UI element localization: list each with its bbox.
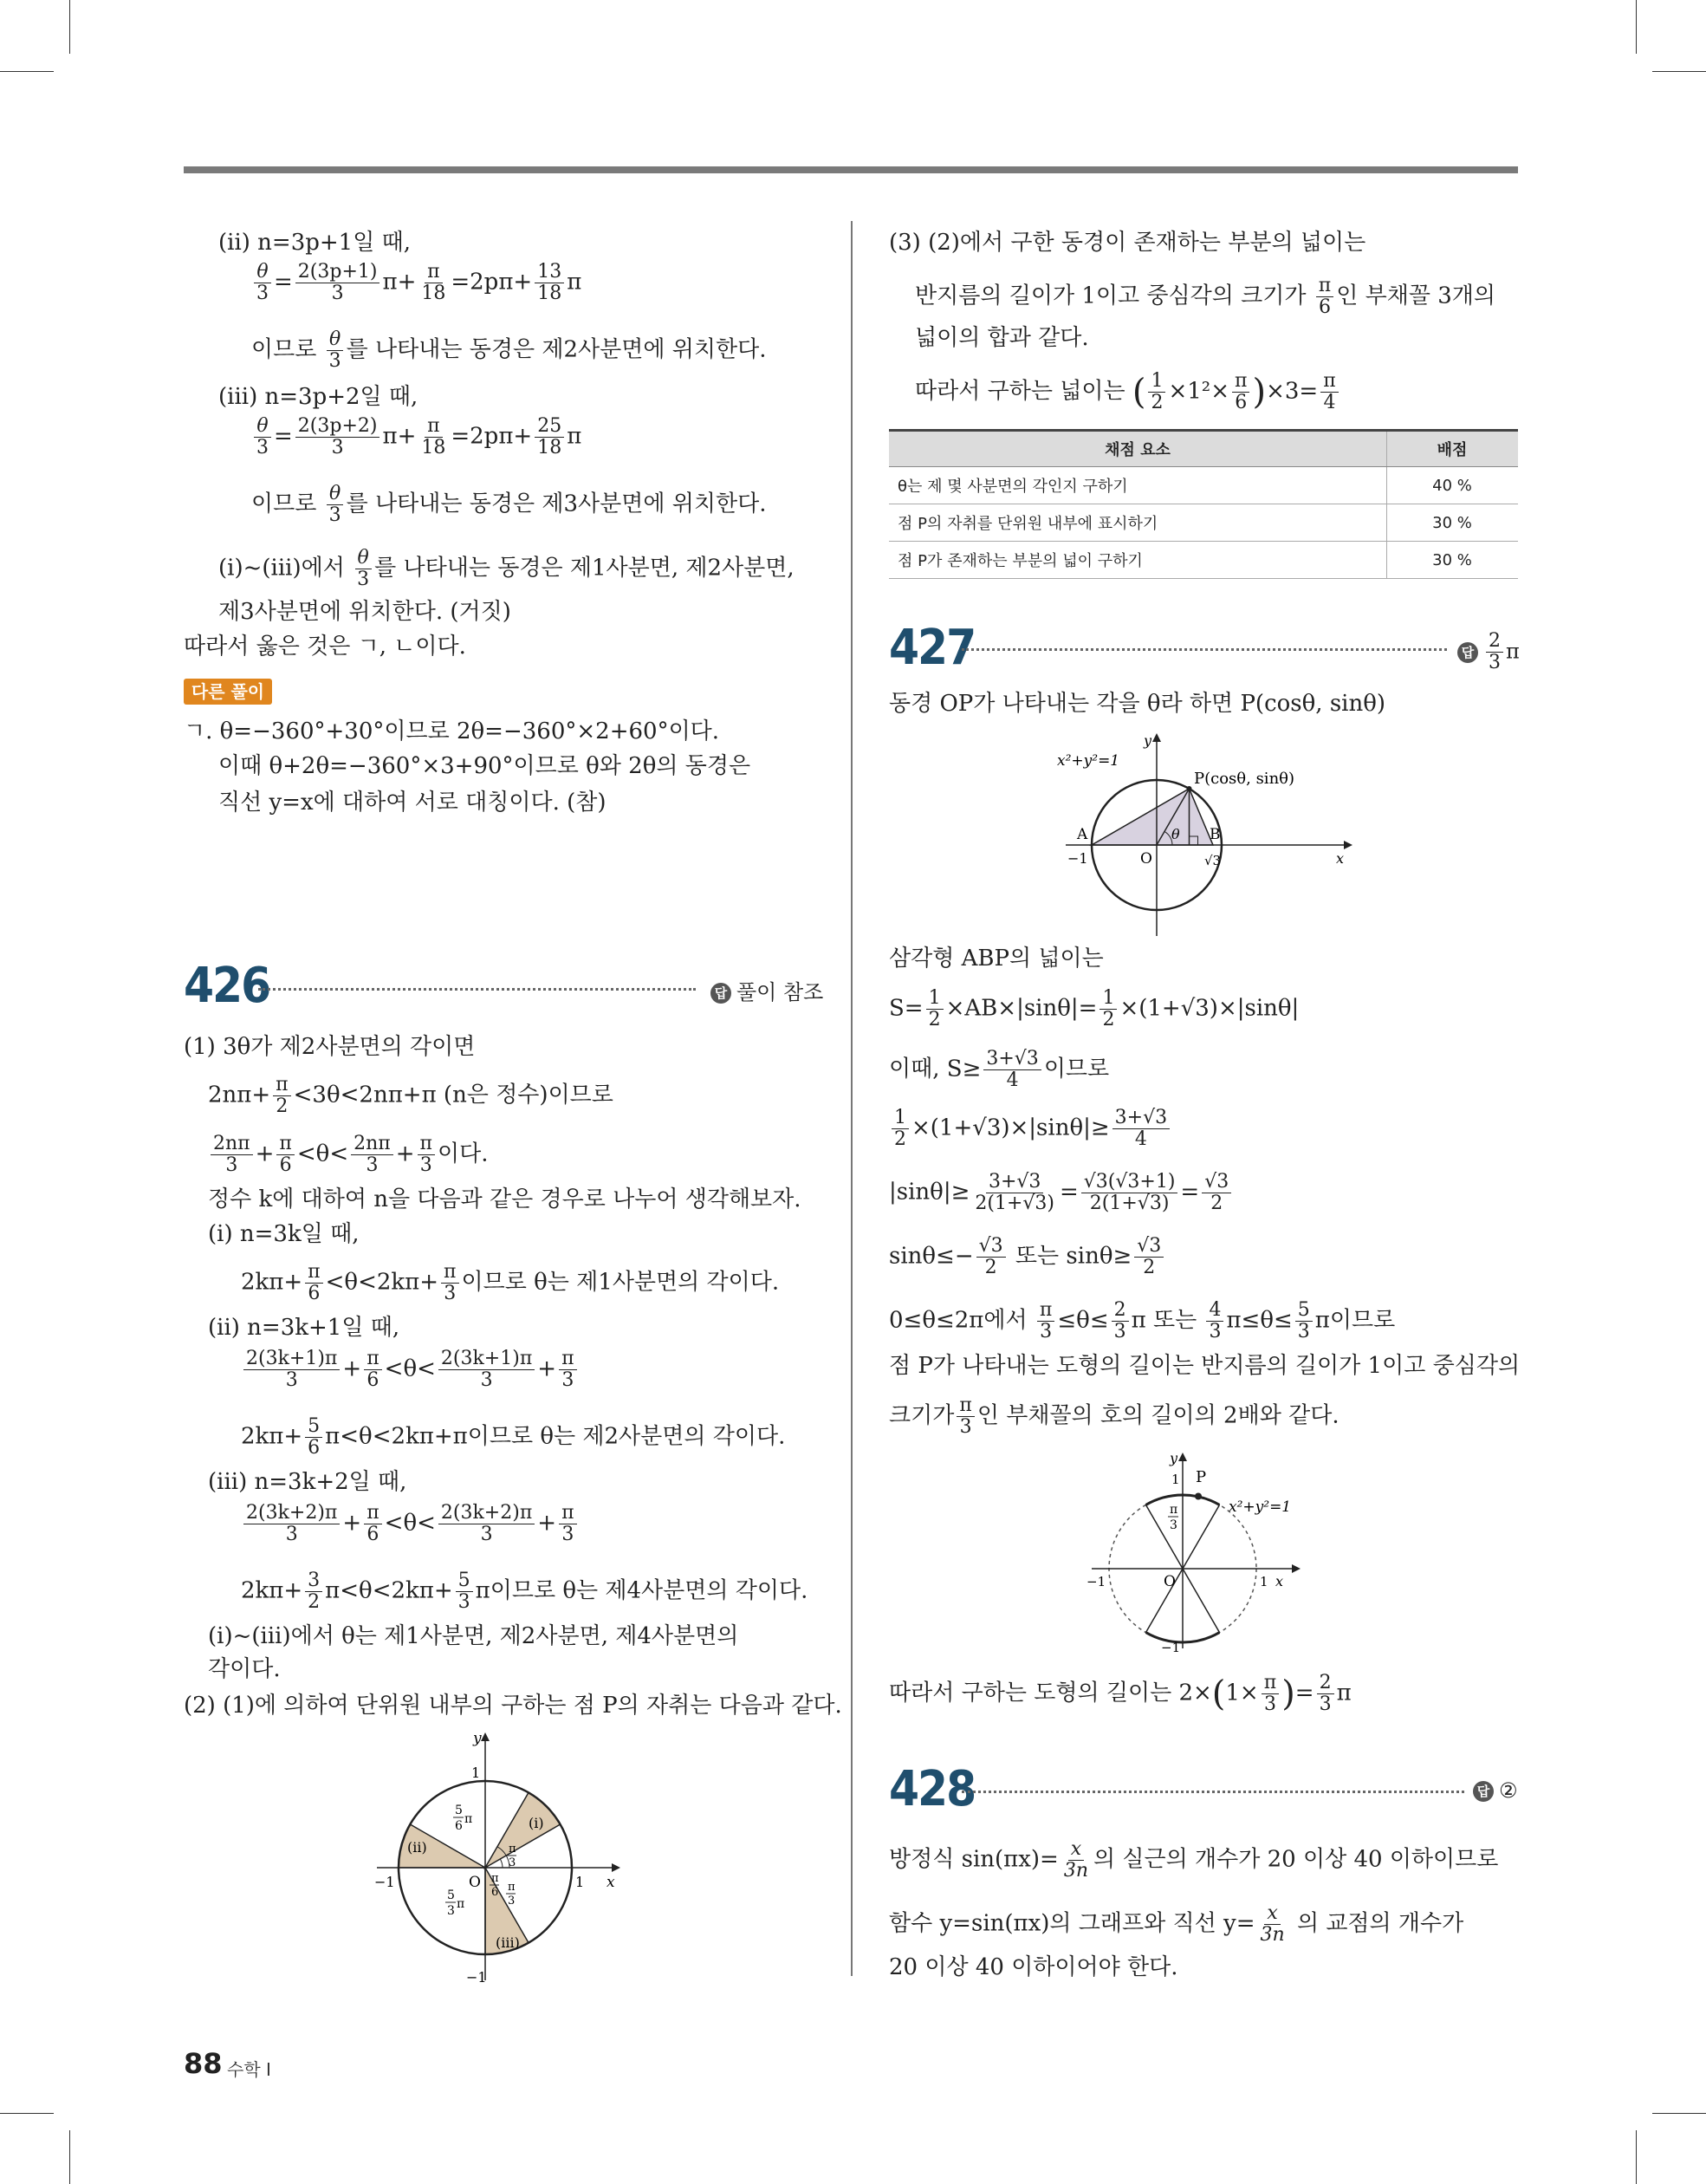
equation-line: 0≤θ≤2π에서 $\frac{\pi}{3}$ ≤θ≤ $\frac{2}{3}$ π 또는 $\frac{4}{3}$ π≤θ≤ $\frac{5}{3}$ π이므로 [889, 1299, 1396, 1342]
y-arrow-icon [1152, 733, 1161, 742]
triangle-figure-427 [1048, 728, 1369, 945]
angle-arc [500, 1859, 503, 1868]
angle-label: θ [1171, 826, 1180, 842]
axis-label-x: x [1275, 1573, 1284, 1589]
point-p-label: P(cosθ, sinθ) [1194, 770, 1295, 788]
tick-label: −1 [1161, 1640, 1181, 1655]
point-p [1195, 1493, 1202, 1500]
unit-circle-figure-427 [1074, 1447, 1360, 1655]
region-label-ii: (ii) [407, 1839, 427, 1856]
text-line: 이므로 $\frac{\theta}{3}$ 를 나타내는 동경은 제2사분면에 위치한다. [251, 328, 767, 372]
angle-label: 3 [508, 1895, 516, 1908]
angle-label: 5 [455, 1804, 463, 1817]
dotted-leader [962, 1791, 1464, 1793]
point-p [1187, 786, 1192, 791]
tick-label: −1 [374, 1874, 395, 1890]
equation-line: 함수 y=sin(πx)의 그래프와 직선 y= $\frac{x}{3n}$ 의 교점의 개수가 [889, 1902, 1464, 1946]
text-line: (2) (1)에 의하여 단위원 내부의 구하는 점 P의 자취는 다음과 같다. [184, 1693, 842, 1719]
axis-label-x: x [607, 1874, 615, 1891]
tick-label: −1 [1087, 1574, 1106, 1589]
text-line: (3) (2)에서 구한 동경이 존재하는 부분의 넓이는 [889, 230, 1366, 256]
tick-label: −1 [1067, 850, 1088, 867]
angle-label: 6 [491, 1886, 499, 1899]
dotted-leader [258, 988, 696, 991]
region-label-i: (i) [529, 1815, 544, 1831]
table-row [889, 542, 1518, 579]
axis-label-y: y [1144, 732, 1152, 749]
y-arrow-icon [481, 1732, 490, 1741]
text-line: 넓이의 합과 같다. [915, 325, 1089, 351]
tick-label: 1 [1171, 1472, 1180, 1487]
y-arrow-icon [1178, 1453, 1187, 1461]
angle-label: 3 [1170, 1518, 1177, 1532]
equation-line: sinθ≤− $\frac{√3}{2}$ 또는 sinθ≥ $\frac{√3}{2}$ [889, 1236, 1166, 1278]
problem-number: 428 [889, 1761, 976, 1817]
crop-mark [1636, 2130, 1637, 2184]
table-row [889, 467, 1518, 504]
angle-label: 3 [509, 1856, 516, 1869]
dotted-leader [962, 648, 1447, 651]
axis-label-y: y [473, 1730, 482, 1747]
equation-line: 이때, S≥ $\frac{3+√3}{4}$ 이므로 [889, 1048, 1110, 1091]
text-line: 동경 OP가 나타내는 각을 θ라 하면 P(cosθ, sinθ) [889, 691, 1386, 717]
problem-number: 426 [184, 958, 270, 1014]
angle-label: π [457, 1897, 465, 1911]
equation-line: $\frac{1}{2}$ ×(1+√3)×|sinθ|≥ $\frac{3+√3}{4}$ [889, 1108, 1172, 1150]
crop-mark [0, 71, 54, 72]
equation-line: $\frac{2(3k+1)\pi}{3}$ + $\frac{\pi}{6}$ <θ< $\frac{2(3k+1)\pi}{3}$ + $\frac{\pi}{3}$ [241, 1349, 580, 1391]
problem-number: 427 [889, 620, 976, 676]
page-number: 88 [184, 2047, 223, 2080]
tick-label: 1 [575, 1874, 585, 1890]
origin-label: O [1140, 850, 1152, 868]
text-line: 정수 k에 대하여 n을 다음과 같은 경우로 나누어 생각해보자. [208, 1186, 801, 1212]
case-heading: (i) n=3k일 때, [208, 1221, 360, 1247]
equation-line: S= $\frac{1}{2}$ ×AB×|sinθ|= $\frac{1}{2}$ ×(1+√3)×|sinθ| [889, 987, 1300, 1030]
table-header-row [889, 431, 1518, 467]
answer-icon: 답 [1473, 1781, 1494, 1802]
angle-label: π [509, 1843, 516, 1856]
tick-label: 1 [1260, 1574, 1268, 1589]
sector-i [485, 1792, 561, 1868]
crop-mark [1652, 71, 1706, 72]
answer-label: 답 풀이 참조 [710, 975, 823, 1005]
text-line: 각이다. [208, 1656, 281, 1682]
case-heading: (ii) n=3k+1일 때, [208, 1315, 400, 1341]
point-p-label: P [1196, 1468, 1207, 1486]
table-cell: θ는 제 몇 사분면의 각인지 구하기 [889, 467, 1387, 504]
table-header: 채점 요소 [889, 431, 1387, 467]
table-cell: 30 % [1387, 504, 1519, 542]
angle-label: π [1170, 1503, 1178, 1517]
equation-line: 따라서 구하는 넓이는 ( $\frac{1}{2}$ ×1²× $\frac{\pi}{6}$ )×3= $\frac{\pi}{4}$ [915, 371, 1341, 413]
text-line: (i)~(iii)에서 $\frac{\theta}{3}$ 를 나타내는 동경은 제1사분면, 제2사분면, [218, 547, 795, 590]
text-line: ㄱ. θ=−360°+30°이므로 2θ=−360°×2+60°이다. [184, 718, 720, 744]
table-cell: 점 P의 자취를 단위원 내부에 표시하기 [889, 504, 1387, 542]
axis-label-y: y [1170, 1450, 1178, 1466]
tick-label: −1 [466, 1969, 487, 1986]
x-arrow-icon [1344, 841, 1352, 849]
text-line: 점 P가 나타내는 도형의 길이는 반지름의 길이가 1이고 중심각의 [889, 1353, 1521, 1379]
text-line: 제3사분면에 위치한다. (거짓) [218, 599, 511, 625]
x-arrow-icon [612, 1863, 620, 1872]
angle-label: π [464, 1812, 473, 1826]
header-bar [184, 166, 1518, 173]
subject-label: 수학 I [227, 2059, 271, 2080]
scoring-table [889, 429, 1518, 579]
table-cell: 30 % [1387, 542, 1519, 579]
text-line: 삼각형 ABP의 넓이는 [889, 946, 1104, 972]
angle-label: 5 [447, 1888, 455, 1902]
text-line: (i)~(iii)에서 θ는 제1사분면, 제2사분면, 제4사분면의 [208, 1623, 739, 1649]
table-header: 배점 [1387, 431, 1519, 467]
circle-equation-label: x²+y²=1 [1229, 1498, 1292, 1516]
x-arrow-icon [1292, 1564, 1301, 1573]
equation-line: 따라서 구하는 도형의 길이는 2×(1× $\frac{\pi}{3}$ )= $\frac{2}{3}$ π [889, 1672, 1352, 1715]
origin-label: O [469, 1874, 481, 1891]
equation-line: $\frac{\theta}{3}$ = $\frac{2(3p+1)}{3}$ π+ $\frac{\pi}{18}$ =2pπ+ $\frac{13}{18}$ π [251, 262, 581, 304]
point-a-label: A [1077, 826, 1088, 843]
angle-label: 6 [455, 1819, 463, 1833]
equation-line: |sinθ|≥ $\frac{3+√3}{2(1+√3)}$ = $\frac{√3(√3+1)}{2(1+√3)}$ = $\frac{√3}{2}$ [889, 1172, 1234, 1214]
equation-line: 2kπ+ $\frac{5}{6}$ π<θ<2kπ+π이므로 θ는 제2사분면의 각이다. [241, 1415, 786, 1459]
text-line: 이때 θ+2θ=−360°×3+90°이므로 θ와 2θ의 동경은 [218, 753, 751, 779]
crop-mark [1636, 0, 1637, 54]
region-label-iii: (iii) [496, 1934, 520, 1951]
angle-label: π [491, 1872, 499, 1885]
table-cell: 점 P가 존재하는 부분의 넓이 구하기 [889, 542, 1387, 579]
point-b-label: B [1210, 826, 1221, 843]
answer-icon: 답 [710, 983, 731, 1004]
equation-line: 2kπ+ $\frac{\pi}{6}$ <θ<2kπ+ $\frac{\pi}{3}$ 이므로 θ는 제1사분면의 각이다. [241, 1261, 780, 1304]
table-row [889, 504, 1518, 542]
crop-mark [1652, 2113, 1706, 2114]
text-line: 직선 y=x에 대하여 서로 대칭이다. (참) [218, 790, 607, 816]
equation-line: $\frac{2n\pi}{3}$ + $\frac{\pi}{6}$ <θ< $\frac{2n\pi}{3}$ + $\frac{\pi}{3}$ 이다. [208, 1134, 489, 1176]
equation-line: $\frac{\theta}{3}$ = $\frac{2(3p+2)}{3}$ π+ $\frac{\pi}{18}$ =2pπ+ $\frac{25}{18}$ π [251, 416, 581, 458]
answer-icon: 답 [1457, 642, 1478, 663]
case-ii-heading: (ii) n=3p+1일 때, [218, 230, 411, 256]
alternative-solution-label: 다른 풀이 [184, 679, 272, 705]
table-cell: 40 % [1387, 467, 1519, 504]
unit-circle-figure-426 [364, 1729, 641, 1989]
circle-equation-label: x²+y²=1 [1057, 752, 1120, 770]
text-line: (1) 3θ가 제2사분면의 각이면 [184, 1034, 476, 1060]
answer-label: 답 ② [1473, 1778, 1518, 1803]
text-line: 20 이상 40 이하이어야 한다. [889, 1954, 1178, 1980]
angle-label: 3 [447, 1904, 455, 1918]
crop-mark [69, 0, 70, 54]
answer-label: 답 $\frac{2}{3}$ π [1457, 631, 1520, 673]
equation-line: 방정식 sin(πx)= $\frac{x}{3n}$ 의 실근의 개수가 20 이상 40 이하이므로 [889, 1838, 1499, 1882]
equation-line: 2kπ+ $\frac{3}{2}$ π<θ<2kπ+ $\frac{5}{3}$ π이므로 θ는 제4사분면의 각이다. [241, 1570, 808, 1613]
text-line: 이므로 $\frac{\theta}{3}$ 를 나타내는 동경은 제3사분면에 위치한다. [251, 483, 767, 526]
text-line: 크기가 $\frac{\pi}{3}$ 인 부채꼴의 호의 길이의 2배와 같다. [889, 1394, 1340, 1438]
tick-label: √3 [1204, 853, 1222, 868]
column-divider [851, 221, 853, 1976]
conclusion-line: 따라서 옳은 것은 ㄱ, ㄴ이다. [184, 634, 466, 660]
equation-line: 2nπ+ $\frac{\pi}{2}$ <3θ<2nπ+π (n은 정수)이므로 [208, 1074, 613, 1117]
crop-mark [0, 2113, 54, 2114]
case-iii-heading: (iii) n=3p+2일 때, [218, 384, 418, 410]
angle-label: π [508, 1881, 516, 1894]
equation-line: $\frac{2(3k+2)\pi}{3}$ + $\frac{\pi}{6}$ <θ< $\frac{2(3k+2)\pi}{3}$ + $\frac{\pi}{3}$ [241, 1503, 580, 1545]
crop-mark [69, 2130, 70, 2184]
origin-label: O [1164, 1573, 1176, 1590]
case-heading: (iii) n=3k+2일 때, [208, 1469, 407, 1495]
axis-label-x: x [1336, 850, 1345, 867]
text-line: 반지름의 길이가 1이고 중심각의 크기가 $\frac{\pi}{6}$ 인 부채꼴 3개의 [915, 275, 1495, 318]
tick-label: 1 [471, 1765, 481, 1781]
